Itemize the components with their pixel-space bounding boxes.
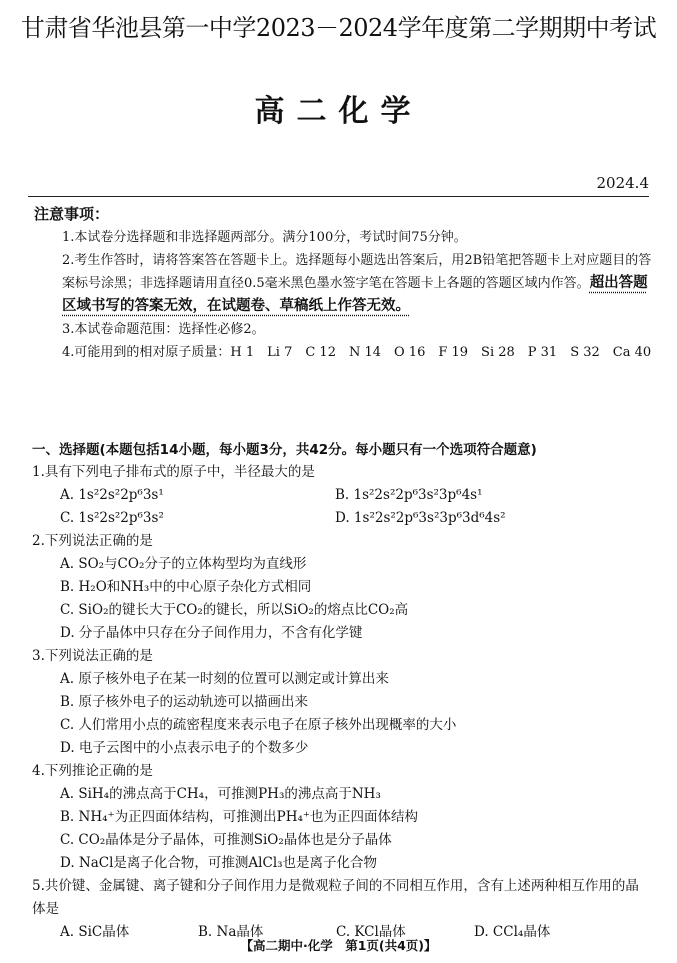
question-list <box>32 461 652 944</box>
notice-item-4: 4.可能用到的相对原子质量：H 1 Li 7 C 12 N 14 O 16 F 19 Si 28 P 31 S 32 Ca 40 <box>62 345 652 360</box>
notice-item-3: 3.本试卷命题范围：选择性必修2。 <box>62 322 265 337</box>
question-4-stem: 4.下列推论正确的是 <box>32 763 153 779</box>
question-3-option-a: A. 原子核外电子在某一时刻的位置可以测定或计算出来 <box>60 671 389 687</box>
notice-item-1: 1.本试卷分选择题和非选择题两部分。满分100分，考试时间75分钟。 <box>62 230 467 245</box>
question-3-option-c: C. 人们常用小点的疏密程度来表示电子在原子核外出现概率的大小 <box>60 717 457 733</box>
question-1-stem: 1.具有下列电子排布式的原子中，半径最大的是 <box>32 464 315 480</box>
notice-item-2-emphasis: 超出答题区域书写的答案无效，在试题卷、草稿纸上作答无效。 <box>62 275 648 314</box>
question-5-option-b: B. Na晶体 <box>198 924 264 940</box>
notice-item-2 <box>62 249 652 318</box>
question-1-options-2 <box>60 507 652 530</box>
question-1-option-a: A. 1s²2s²2p⁶3s¹ <box>60 487 164 503</box>
notice-heading: 注意事项： <box>34 205 110 223</box>
question-4-option-c: C. CO₂晶体是分子晶体，可推测SiO₂晶体也是分子晶体 <box>60 832 392 848</box>
question-2-stem: 2.下列说法正确的是 <box>32 533 153 549</box>
question-1-option-b: B. 1s²2s²2p⁶3s²3p⁶4s¹ <box>335 487 483 503</box>
page-footer: 【高二期中·化学 第1页(共4页)】 <box>240 938 437 953</box>
question-5-option-c: C. KCl晶体 <box>336 924 406 940</box>
exam-date: 2024.4 <box>596 174 649 192</box>
header-divider <box>28 196 649 197</box>
question-2-option-c: C. SiO₂的键长大于CO₂的键长，所以SiO₂的熔点比CO₂高 <box>60 602 409 618</box>
notice-item-2-text: 2.考生作答时，请将答案答在答题卡上。选择题每小题选出答案后，用2B铅笔把答题卡上对应题目的答案标号涂黑；非选择题请用直径0.5毫米黑色墨水签字笔在答题卡上各题的答题区域内作答。 <box>62 253 652 291</box>
exam-title: 甘肃省华池县第一中学2023－2024学年度第二学期期中考试 <box>20 14 657 42</box>
question-2-option-b: B. H₂O和NH₃中的中心原子杂化方式相同 <box>60 579 312 595</box>
question-5-option-d: D. CCl₄晶体 <box>474 924 551 940</box>
question-2-option-a: A. SO₂与CO₂分子的立体构型均为直线形 <box>60 556 307 572</box>
question-4-option-b: B. NH₄⁺为正四面体结构，可推测出PH₄⁺也为正四面体结构 <box>60 809 419 825</box>
question-1-option-d: D. 1s²2s²2p⁶3s²3p⁶3d⁶4s² <box>335 510 506 526</box>
question-3-option-b: B. 原子核外电子的运动轨迹可以描画出来 <box>60 694 309 710</box>
exam-subject: 高二化学 <box>254 94 423 129</box>
question-3-option-d: D. 电子云图中的小点表示电子的个数多少 <box>60 740 309 756</box>
question-1-option-c: C. 1s²2s²2p⁶3s² <box>60 510 164 526</box>
section-heading: 一、选择题(本题包括14小题，每小题3分，共42分。每小题只有一个选项符合题意) <box>32 442 537 458</box>
notice-list <box>62 226 652 364</box>
question-4-option-d: D. NaCl是离子化合物，可推测AlCl₃也是离子化合物 <box>60 855 378 871</box>
question-5-option-a: A. SiC晶体 <box>60 924 130 940</box>
question-2-option-d: D. 分子晶体中只存在分子间作用力，不含有化学键 <box>60 625 363 641</box>
question-5-stem: 5.共价键、金属键、离子键和分子间作用力是微观粒子间的不同相互作用，含有上述两种相互作用的晶体是 <box>32 878 639 917</box>
question-1-options <box>60 484 652 507</box>
question-4-option-a: A. SiH₄的沸点高于CH₄，可推测PH₃的沸点高于NH₃ <box>60 786 381 802</box>
question-3-stem: 3.下列说法正确的是 <box>32 648 153 664</box>
